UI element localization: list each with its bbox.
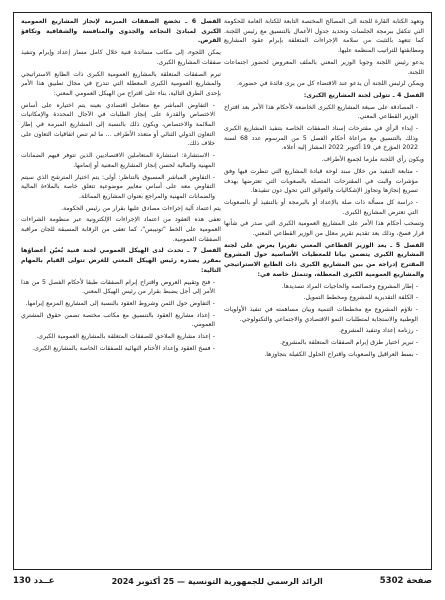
right-column-paragraph: - تلاؤم المشروع مع مخططات التنمية وبيان مساهمته في تنفيذ الأولويات الوطنية والاستجابة لمتطلبات النمو الاقتصادي والاجتماعي والتكنولوجي. [224, 305, 418, 323]
right-column-paragraph: - بسط العراقيل والصعوبات واقتراح الحلول الكفيلة بتجاوزها. [264, 350, 418, 358]
left-column-paragraph: تبرم الصفقات المتعلقة بالمشاريع العمومية الكبرى ذات الطابع الاستراتيجي والمشاريع العمومية الكبرى المعطلة التي تندرج في مجال تطبيق هذا الأمر بإحدى الطرق التالية، بناء على اقتراح من الهيكل العمومي المعني: [21, 70, 221, 97]
page-footer [13, 572, 432, 590]
left-column-paragraph: - الاستشارة: استشارة المتعاملين الاقتصاديين الذين تتوفر فيهم الضمانات المهنية والمالية لحسن إنجاز المشاريع المعنية أو إتمامها. [21, 152, 215, 169]
right-column-paragraph: ويكون رأي اللجنة ملزما لجميع الأطراف. [321, 156, 424, 164]
footer-page-number: صفحة 5302 [379, 576, 432, 586]
right-column-paragraph: - المصادقة على صيغة المشاريع الكبرى الخاضعة لأحكام هذا الأمر بعد اقتراح الوزير القطاعي المعني. [224, 103, 418, 121]
left-column-paragraph: - فتح وتقييم العروض واقتراح إبرام الصفقات طبقا لأحكام الفصل 5 من هذا الأمر إلى أجل يضبط بقرار من رئيس الهيكل المعني. [21, 278, 215, 296]
right-column-paragraph: - رزنامة إعداد وتنفيذ المشروع. [338, 327, 418, 335]
left-column-paragraph: - إعداد مشاريع العقود بالتنسيق مع مكاتب مختصة تضمن حقوق المشتري العمومي. [21, 311, 215, 329]
right-column-paragraph: - إطار المشروع وخصائصه والحاجيات المراد تسديدها. [281, 282, 418, 290]
left-column-paragraph: تعفى هذه العقود من اعتماد الإجراءات الإلكترونية عبر منظومة الشراءات العمومية على الخط "تونيبس"، كما تعفى من الرقابة المسبقة للجان مراقبة الصفقات العمومية. [21, 216, 221, 243]
left-column-paragraph: يتم اعتماد آلية إجراءات مصادق عليها بقرار من رئيس الحكومة. [61, 204, 221, 212]
page-frame [13, 12, 432, 570]
right-text-column [224, 17, 424, 565]
right-column-paragraph: ويمكن لرئيس اللجنة أن يدعو عند الاقتضاء كل من يرى فائدة في حضوره. [237, 80, 424, 88]
left-text-column [21, 17, 221, 565]
right-column-paragraph: - إبداء الرأي في مقترحات إسناد الصفقات الخاصة بتنفيذ المشاريع الكبرى وذلك بالتنسيق مع مراعاة أحكام الفصل 5 من المرسوم عدد 68 لسنة 2022 المؤرخ في 19 أكتوبر 2022 المشار إليه أعلاه. [224, 125, 418, 152]
left-column-paragraph: - إعداد مشاريع الملاحق للصفقات المتعلقة بالمشاريع العمومية الكبرى. [36, 333, 215, 341]
right-column-paragraph: - الكلفة التقديرية للمشروع ومخطط التمويل. [303, 294, 418, 302]
right-column-paragraph: - تبرير اختيار طرق إبرام الصفقات المتعلقة بالمشروع. [280, 339, 418, 347]
left-column-paragraph: - التفاوض حول الثمن وشروط العقود بالنسبة إلى المشاريع المزمع إبرامها. [25, 299, 215, 307]
left-column-paragraph: يمكن اللجوء، إلى مكاتب مساندة فنية خلال كامل مسار إعداد وإبرام وتنفيذ صفقات المشاريع الكبرى. [21, 49, 221, 66]
left-column-paragraph: - التفاوض المباشر مع متعامل اقتصادي بعينه يتم اختياره على أساس الاختصاص والقدرة على إنجاز الطلبات في الآجال المحددة والإمكانيات الملائمة والاختصاص، ويكون ذلك بالنسبة إلى المشاريع المبرمة في إطار التعاون الدولي الثنائي أو متعدد الأطراف ... ما لم تنص اتفاقيات التعاون على خلاف ذلك. [21, 101, 215, 148]
right-column-paragraph: وتسحب أحكام هذا الأمر على المشاريع العمومية الكبرى التي صدر في شأنها قرار فسخ، وذلك بعد تقديم تقرير معلل من الوزير القطاعي المعني. [224, 220, 424, 238]
footer-gazette-title: الرائد الرسمي للجمهورية التونسية — 25 أكتوبر 2024 [111, 576, 323, 586]
left-column-paragraph: الفصل 6 ـ تخضع الصفقات المبرمة لإنجاز المشاريع العمومية الكبرى لمبادئ النجاعة والجدوى والمنافسة والشفافية وتكافؤ الفرص. [21, 18, 221, 45]
right-column-paragraph: وتعهد الكتابة القارة للجنة الى المصالح المختصة التابعة للكتابة العامة للحكومة التي تتكفل ببرمجة الجلسات وتحديد جدول الأعمال بالتنسيق مع رئيس اللجنة. كما تتعهد بالتثبت من سلامة الإجراءات المتعلقة بإبرام عقود المشاريع ومطابقتها للتراتيب المنظمة عليها. [224, 18, 424, 55]
right-column-paragraph: - دراسة كل مسألة ذات صلة بالإعداد أو بالبرمجة أو بالتنفيذ أو بالصعوبات التي تعترض المشاريع الكبرى. [224, 198, 418, 216]
left-column-paragraph: الفصل 7 ـ تحدث لدى الهيكل العمومي لجنة فنية يُعيّن أعضاؤها بمقرر يصدره رئيس الهيكل المعني للغرض تتولى القيام بالمهام التالية: [21, 247, 221, 274]
left-column-paragraph: - التفاوض المباشر المسبوق بالتناظر: أولى: يتم اختيار المترشح الذي سيتم التفاوض معه على أساس معايير موضوعية تتعلق خاصة بالملاءة المالية والضمانات المهنية والمراجع بعنوان المشاريع المماثلة. [21, 173, 215, 200]
footer-issue-number: عــدد 130 [13, 576, 55, 586]
right-column-paragraph: يدعو رئيس اللجنة وجوبا الوزير المعني بالملف المعروض لحضور اجتماعات اللجنة. [224, 58, 424, 76]
right-column-paragraph: - متابعة التنفيذ من خلال سند لوحة قيادة المشاريع التي تنظرت فيها وفق مؤشرات والبت في المقترحات المتصلة بالصعوبات التي تعترضها بهدف تسريع إنجازها وتجاوز الإشكاليات والعوائق التي تحول دون تنفيذها. [224, 167, 418, 195]
right-column-paragraph: الفصل 5 ـ يعد الوزير القطاعي المعني تقريرا يعرض على لجنة المشاريع الكبرى يتضمن بيانا للمعطيات الأساسية حول المشروع المقترح إدراجه من بين المشاريع الكبرى ذات الطابع الاستراتيجي والمشاريع العمومية الكبرى المعطلة، وتتمثل خاصة في: [224, 241, 424, 278]
right-column-paragraph: الفصل 4 ـ تتولى لجنة المشاريع الكبرى: [303, 91, 424, 99]
left-column-paragraph: - فسخ العقود وإعداد الأختام النهائية للصفقات الخاصة بالمشاريع الكبرى. [32, 344, 215, 352]
